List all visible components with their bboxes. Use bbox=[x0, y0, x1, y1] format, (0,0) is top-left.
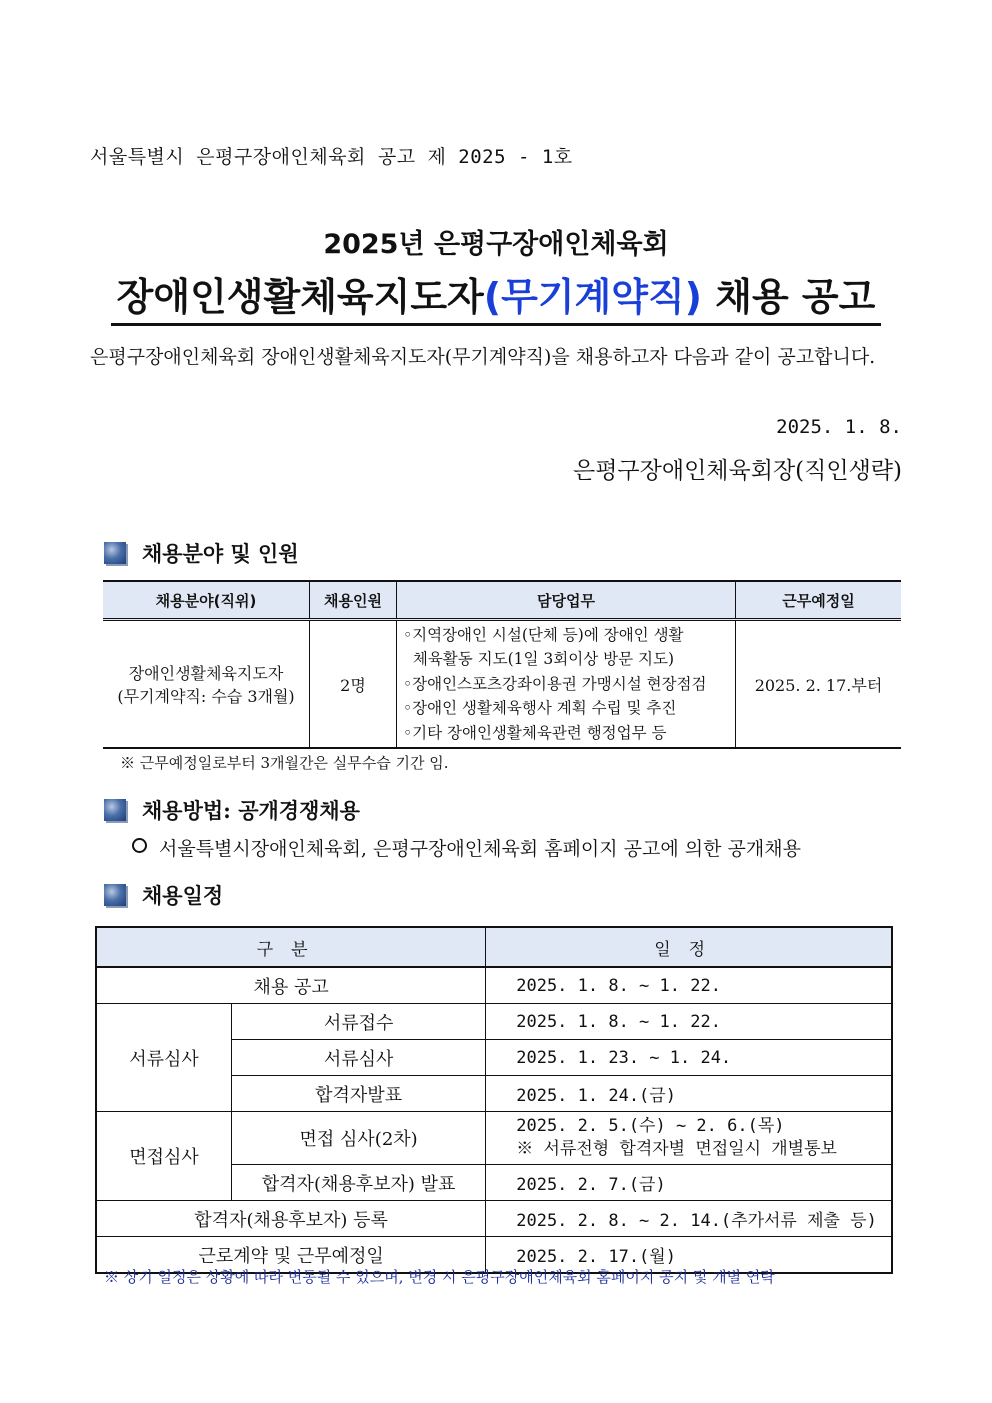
table-row bbox=[96, 1112, 892, 1165]
method-item bbox=[132, 834, 801, 861]
row-label: 합격자발표 bbox=[232, 1076, 486, 1112]
row-value: 2025. 1. 23. ~ 1. 24. bbox=[486, 1040, 892, 1076]
training-note: ※ 근무예정일로부터 3개월간은 실무수습 기간 임. bbox=[120, 754, 449, 772]
group-label-documents: 서류심사 bbox=[96, 1004, 232, 1112]
table-row bbox=[103, 620, 901, 749]
announcement-date: 2025. 1. 8. bbox=[776, 416, 902, 438]
group-label-interview: 면접심사 bbox=[96, 1112, 232, 1201]
section-heading-method bbox=[104, 795, 360, 825]
positions-table bbox=[103, 580, 901, 749]
title-part1: 장애인생활체육지도자 bbox=[116, 275, 484, 319]
row-label: 합격자(채용후보자) 등록 bbox=[96, 1201, 486, 1237]
duty-item: 체육활동 지도(1일 3회이상 방문 지도) bbox=[403, 650, 675, 669]
title-highlight: (무기계약직) bbox=[483, 275, 703, 319]
schedule-note: ※ 상기 일정은 상황에 따라 변동될 수 있으며, 변경 시 은평구장애인체육회 홈페이지 공지 및 개별 연락 bbox=[104, 1268, 775, 1286]
section2-heading-text: 채용방법: 공개경쟁채용 bbox=[142, 798, 360, 823]
col-header-category: 구분 bbox=[96, 927, 486, 967]
field-cell bbox=[103, 620, 310, 749]
duty-item: ◦장애인스포츠강좌이용권 가맹시설 현장점검 bbox=[403, 674, 707, 693]
row-value: 2025. 1. 8. ~ 1. 22. bbox=[486, 967, 892, 1004]
signer: 은평구장애인체육회장(직인생략) bbox=[573, 458, 902, 484]
col-header-field: 채용분야(직위) bbox=[103, 581, 310, 620]
page-title-line1: 2025년 은평구장애인체육회 bbox=[323, 229, 669, 260]
row-label: 서류접수 bbox=[232, 1004, 486, 1040]
duties-cell bbox=[397, 620, 736, 749]
title-part2: 채용 공고 bbox=[702, 275, 876, 319]
section-square-icon bbox=[104, 884, 126, 906]
row-value: 2025. 1. 8. ~ 1. 22. bbox=[486, 1004, 892, 1040]
row-label: 서류심사 bbox=[232, 1040, 486, 1076]
row-label: 근로계약 및 근무예정일 bbox=[96, 1237, 486, 1274]
schedule-table bbox=[95, 926, 893, 1274]
section1-heading-text: 채용분야 및 인원 bbox=[142, 541, 299, 566]
notice-number: 서울특별시 은평구장애인체육회 공고 제 2025 - 1호 bbox=[90, 146, 573, 168]
row-value: 2025. 2. 8. ~ 2. 14.(추가서류 제출 등) bbox=[486, 1201, 892, 1237]
page-title-line2 bbox=[0, 266, 992, 326]
table-row bbox=[96, 967, 892, 1004]
row-value: 2025. 2. 7.(금) bbox=[486, 1165, 892, 1201]
duty-item: ◦기타 장애인생활체육관련 행정업무 등 bbox=[403, 723, 667, 742]
row-label: 면접 심사(2차) bbox=[232, 1112, 486, 1165]
method-text: 서울특별시장애인체육회, 은평구장애인체육회 홈페이지 공고에 의한 공개채용 bbox=[159, 838, 801, 860]
section-heading-schedule bbox=[104, 880, 223, 910]
col-header-duties: 담당업무 bbox=[397, 581, 736, 620]
row-value-line1: 2025. 2. 5.(수) ~ 2. 6.(목) bbox=[516, 1116, 785, 1136]
field-line2: (무기계약직: 수습 3개월) bbox=[117, 687, 295, 706]
section-square-icon bbox=[104, 542, 126, 564]
col-header-count: 채용인원 bbox=[310, 581, 397, 620]
count-cell: 2명 bbox=[310, 620, 397, 749]
row-label: 합격자(채용후보자) 발표 bbox=[232, 1165, 486, 1201]
start-date-cell: 2025. 2. 17.부터 bbox=[736, 620, 902, 749]
duty-item: ◦장애인 생활체육행사 계획 수립 및 추진 bbox=[403, 699, 677, 718]
intro-paragraph: 은평구장애인체육회 장애인생활체육지도자(무기계약직)을 채용하고자 다음과 같이 공고합니다. bbox=[90, 346, 876, 368]
circle-bullet-icon bbox=[132, 838, 147, 853]
table-row bbox=[96, 1004, 892, 1040]
row-value bbox=[486, 1112, 892, 1165]
section3-heading-text: 채용일정 bbox=[142, 883, 224, 908]
section-square-icon bbox=[104, 799, 126, 821]
section-heading-positions bbox=[104, 538, 299, 568]
duty-item: ◦지역장애인 시설(단체 등)에 장애인 생활 bbox=[403, 625, 684, 644]
field-line1: 장애인생활체육지도자 bbox=[128, 664, 284, 683]
table-header-row bbox=[103, 581, 901, 620]
table-header-row bbox=[96, 927, 892, 967]
col-header-start-date: 근무예정일 bbox=[736, 581, 902, 620]
row-value: 2025. 2. 17.(월) bbox=[486, 1237, 892, 1274]
row-value: 2025. 1. 24.(금) bbox=[486, 1076, 892, 1112]
table-row bbox=[96, 1201, 892, 1237]
row-value-line2: ※ 서류전형 합격자별 면접일시 개별통보 bbox=[516, 1139, 837, 1159]
col-header-schedule: 일정 bbox=[486, 927, 892, 967]
row-label: 채용 공고 bbox=[96, 967, 486, 1004]
